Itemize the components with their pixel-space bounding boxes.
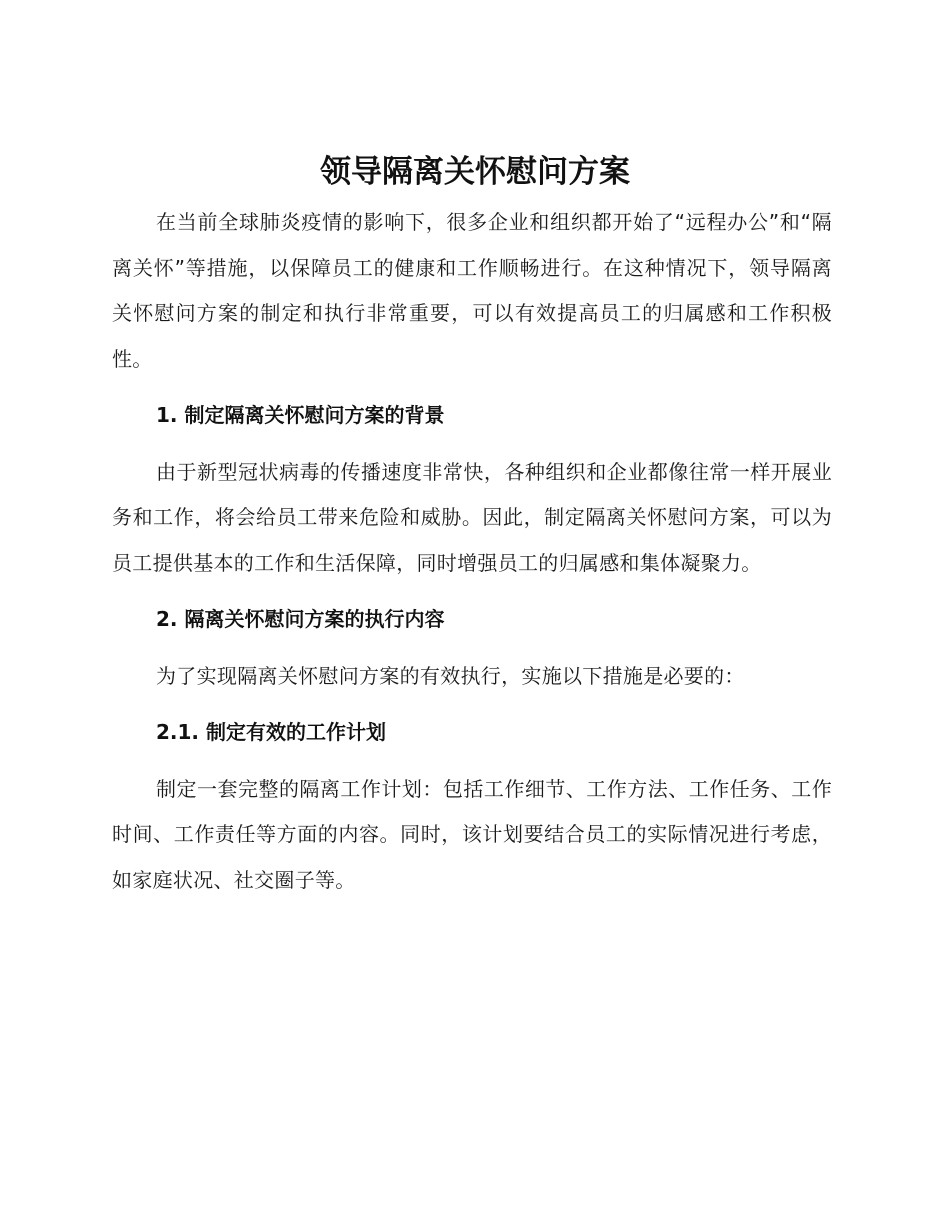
spacer: [112, 586, 832, 597]
document-title: 领导隔离关怀慰问方案: [320, 154, 630, 190]
section-paragraph-1: 由于新型冠状病毒的传播速度非常快，各种组织和企业都像往常一样开展业务和工作，将会给员工带来危险和威胁。因此，制定隔离关怀慰问方案，可以为员工提供基本的工作和生活保障，同时增强员工的归属感和集体凝聚力。: [112, 459, 832, 575]
section-heading-1: 1. 制定隔离关怀慰问方案的背景: [156, 403, 445, 427]
spacer: [112, 382, 832, 393]
spacer: [112, 756, 832, 767]
document-body: [112, 200, 832, 903]
spacer: [112, 643, 832, 654]
section-heading-2: 2. 隔离关怀慰问方案的执行内容: [156, 607, 445, 631]
spacer: [112, 699, 832, 710]
section-heading-2-1: 2.1. 制定有效的工作计划: [156, 720, 386, 744]
section-paragraph-2-1: 制定一套完整的隔离工作计划：包括工作细节、工作方法、工作任务、工作时间、工作责任等方面的内容。同时，该计划要结合员工的实际情况进行考虑，如家庭状况、社交圈子等。: [112, 776, 832, 892]
spacer: [112, 439, 832, 450]
intro-paragraph: 在当前全球肺炎疫情的影响下，很多企业和组织都开始了“远程办公”和“隔离关怀”等措施，以保障员工的健康和工作顺畅进行。在这种情况下，领导隔离关怀慰问方案的制定和执行非常重要，可以有效提高员工的归属感和工作积极性。: [112, 210, 832, 371]
section-paragraph-2: 为了实现隔离关怀慰问方案的有效执行，实施以下措施是必要的：: [156, 663, 745, 688]
